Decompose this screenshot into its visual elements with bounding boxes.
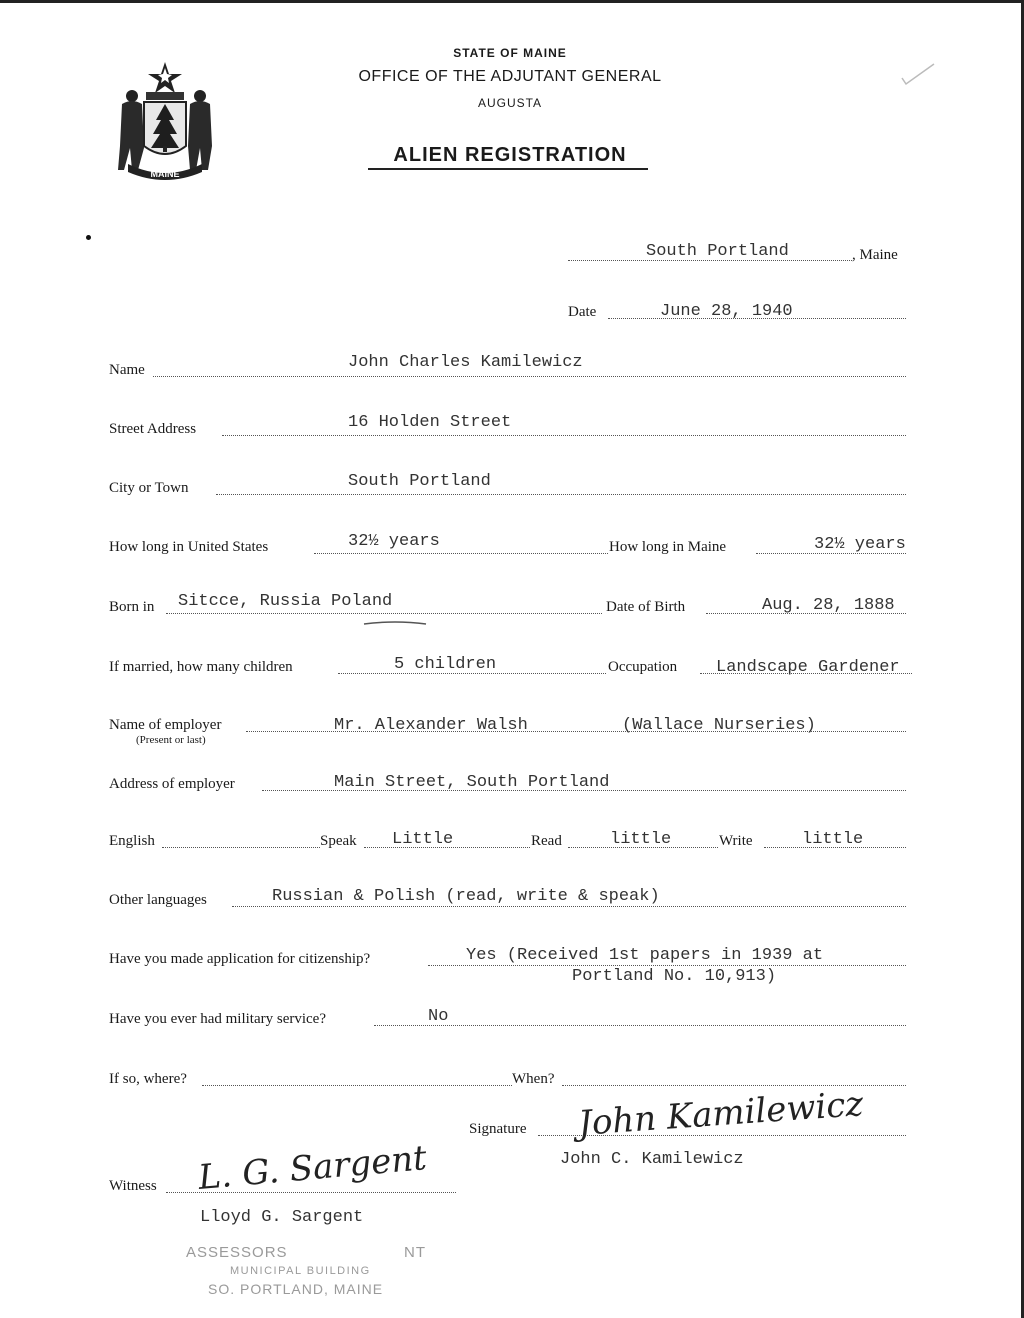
employer-label: Name of employer — [109, 717, 222, 733]
signature-label: Signature — [469, 1121, 527, 1137]
how-long-us-line — [314, 553, 608, 554]
location-suffix: , Maine — [852, 247, 898, 263]
stamp-line1: ASSESSORS — [186, 1244, 288, 1261]
read-label: Read — [531, 833, 562, 849]
citizenship-label: Have you made application for citizenship? — [109, 951, 371, 967]
name-line — [153, 376, 906, 377]
children-value: 5 children — [394, 655, 497, 674]
witness-handwritten: L. G. Sargent — [196, 1138, 429, 1198]
if-so-where-label: If so, where? — [109, 1071, 187, 1087]
citizenship-value-line2: Portland No. 10,913) — [572, 967, 777, 986]
occupation-label: Occupation — [608, 659, 678, 675]
city-label: City or Town — [109, 480, 189, 496]
street-value: 16 Holden Street — [348, 413, 512, 432]
english-label: English — [109, 833, 155, 849]
date-value: June 28, 1940 — [660, 302, 793, 321]
born-in-line — [166, 613, 602, 614]
employer-note: (Present or last) — [136, 734, 206, 746]
occupation-value: Landscape Gardener — [716, 658, 900, 677]
employer-address-label: Address of employer — [109, 776, 235, 792]
how-long-us-label: How long in United States — [109, 539, 269, 555]
other-languages-value: Russian & Polish (read, write & speak) — [272, 887, 660, 906]
date-of-birth-label: Date of Birth — [606, 599, 686, 615]
employer-address-value: Main Street, South Portland — [334, 773, 610, 792]
military-line — [374, 1025, 906, 1026]
name-label: Name — [109, 362, 145, 378]
if-so-where-line — [202, 1085, 512, 1086]
location-value: South Portland — [646, 242, 789, 261]
english-line — [162, 847, 320, 848]
read-value: little — [610, 830, 672, 849]
check-mark-icon — [898, 62, 938, 86]
military-value: No — [428, 1007, 449, 1026]
signature-typed: John C. Kamilewicz — [560, 1150, 744, 1169]
born-in-label: Born in — [109, 599, 155, 615]
born-in-value: Sitcce, Russia Poland — [178, 592, 393, 611]
date-label: Date — [568, 304, 597, 320]
street-line — [222, 435, 906, 436]
speak-label: Speak — [320, 833, 357, 849]
state-seal-icon — [110, 58, 220, 186]
signature-handwritten: John Kamilewicz — [576, 1084, 865, 1144]
header-city: AUGUSTA — [477, 96, 543, 110]
write-label: Write — [719, 833, 753, 849]
city-line — [216, 494, 906, 495]
speak-value: Little — [392, 830, 454, 849]
how-long-us-value: 32½ years — [348, 532, 440, 551]
pencil-mark — [362, 618, 428, 628]
employer-value: Mr. Alexander Walsh — [334, 716, 528, 735]
witness-typed: Lloyd G. Sargent — [200, 1208, 364, 1227]
employer-company-value: (Wallace Nurseries) — [622, 716, 816, 735]
street-label: Street Address — [109, 421, 197, 437]
date-of-birth-value: Aug. 28, 1888 — [762, 596, 895, 615]
stray-mark — [86, 235, 91, 240]
children-label: If married, how many children — [109, 659, 293, 675]
military-label: Have you ever had military service? — [109, 1011, 326, 1027]
other-languages-label: Other languages — [109, 892, 207, 908]
citizenship-line — [428, 965, 906, 966]
witness-label: Witness — [109, 1178, 157, 1194]
stamp-line3: SO. PORTLAND, MAINE — [208, 1281, 384, 1297]
when-label: When? — [512, 1071, 555, 1087]
page-title: ALIEN REGISTRATION — [393, 144, 627, 166]
header-office: OFFICE OF THE ADJUTANT GENERAL — [358, 68, 662, 85]
citizenship-value-line1: Yes (Received 1st papers in 1939 at — [466, 946, 824, 965]
stamp-line1-tail: NT — [404, 1244, 426, 1261]
how-long-maine-value: 32½ years — [814, 535, 906, 554]
how-long-maine-label: How long in Maine — [609, 539, 727, 555]
write-value: little — [802, 830, 864, 849]
name-value: John Charles Kamilewicz — [348, 353, 583, 372]
stamp-line2: MUNICIPAL BUILDING — [230, 1265, 371, 1277]
city-value: South Portland — [348, 472, 491, 491]
header-state: STATE OF MAINE — [453, 46, 567, 60]
seal-label: MAINE — [150, 169, 180, 179]
title-underline — [368, 168, 648, 170]
other-languages-line — [232, 906, 906, 907]
